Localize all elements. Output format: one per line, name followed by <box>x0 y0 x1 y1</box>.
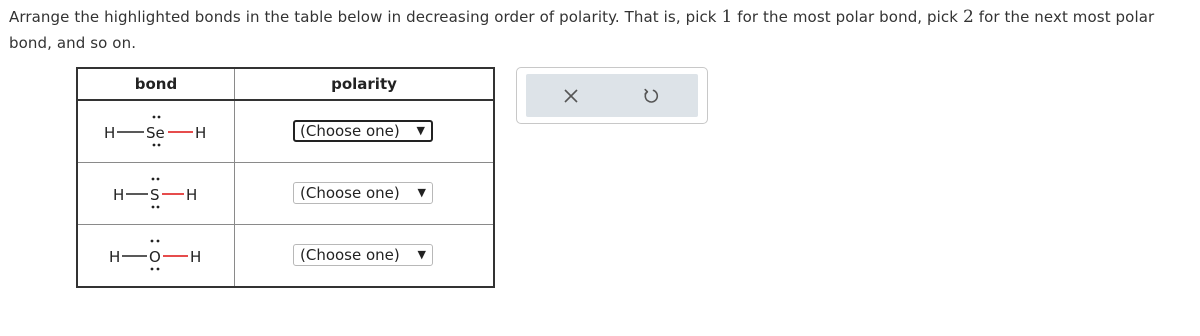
bond-table <box>76 67 495 288</box>
toolbox-bar <box>526 74 698 117</box>
question-prompt <box>9 4 1197 56</box>
question-text-1: Arrange the highlighted bonds in the table below in decreasing order of polarity. That is, pick <box>9 8 722 26</box>
molecule-cell <box>77 100 235 163</box>
molecule-h-s-h <box>78 163 234 224</box>
atom-right: H <box>186 186 198 204</box>
dropdown-arrow-icon: ▼ <box>416 124 425 137</box>
polarity-cell <box>235 225 495 288</box>
atom-center: S <box>150 186 160 204</box>
dropdown-arrow-icon: ▼ <box>417 248 426 261</box>
polarity-cell <box>235 100 495 163</box>
close-icon <box>564 89 578 103</box>
atom-left: H <box>113 186 125 204</box>
table-row <box>77 100 494 163</box>
header-bond: bond <box>77 68 235 100</box>
table-row <box>77 163 494 225</box>
select-value: (Choose one) <box>300 122 400 140</box>
polarity-select-2[interactable] <box>293 182 433 204</box>
molecule-cell <box>77 225 235 288</box>
table-row <box>77 225 494 288</box>
header-polarity: polarity <box>235 68 495 100</box>
atom-left: H <box>109 248 121 266</box>
question-text-3: for the next most polar bond, and so on. <box>9 8 1155 52</box>
undo-button[interactable] <box>616 74 686 117</box>
select-value: (Choose one) <box>300 184 400 202</box>
question-text-2: for the most polar bond, pick <box>732 8 963 26</box>
number-two: 2 <box>962 7 974 27</box>
molecule-h-o-h <box>78 225 234 286</box>
polarity-select-3[interactable] <box>293 244 433 266</box>
table-header-row <box>77 68 494 100</box>
undo-icon <box>642 87 660 105</box>
atom-right: H <box>190 248 202 266</box>
clear-button[interactable] <box>536 74 606 117</box>
polarity-select-1[interactable] <box>293 120 433 142</box>
answer-toolbox <box>516 67 708 124</box>
atom-center: Se <box>146 124 165 142</box>
molecule-h-se-h <box>78 101 234 162</box>
polarity-cell <box>235 163 495 225</box>
dropdown-arrow-icon: ▼ <box>417 186 426 199</box>
number-one: 1 <box>721 7 733 27</box>
atom-center: O <box>149 248 161 266</box>
atom-left: H <box>104 124 116 142</box>
molecule-cell <box>77 163 235 225</box>
atom-right: H <box>195 124 207 142</box>
select-value: (Choose one) <box>300 246 400 264</box>
